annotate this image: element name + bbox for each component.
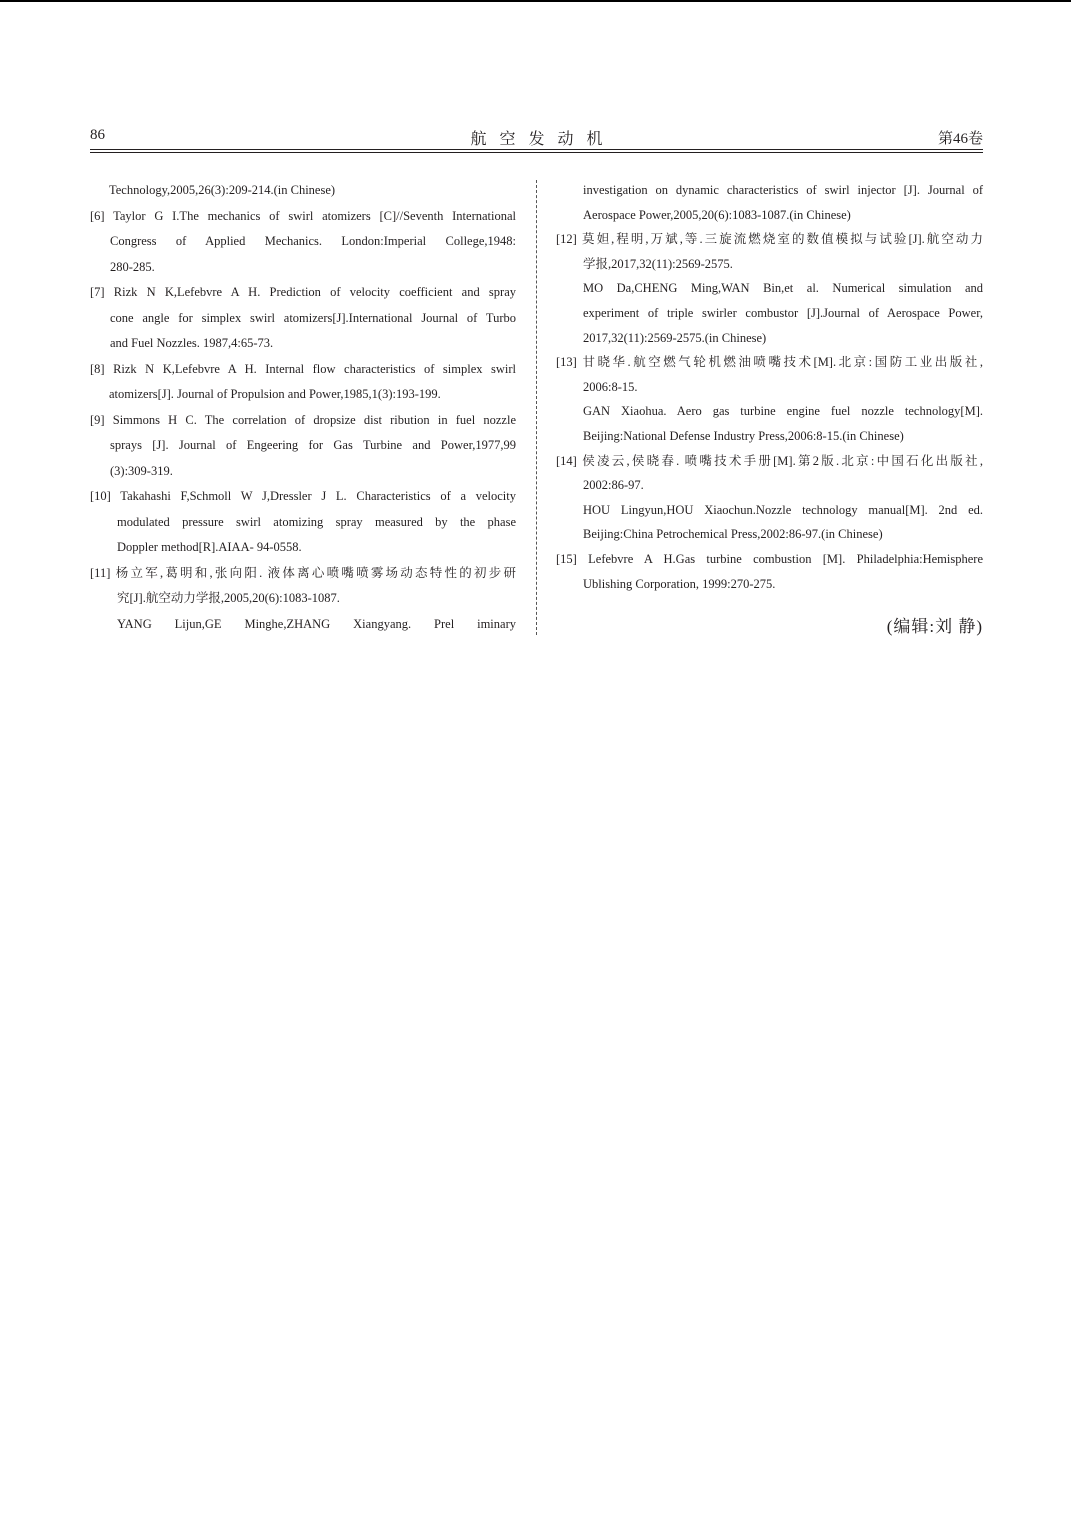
reference-12	[556, 227, 983, 350]
reference-7	[90, 280, 516, 357]
reference-line: 2017,32(11):2569-2575.(in Chinese)	[583, 330, 767, 345]
references-right-column	[556, 178, 983, 596]
reference-9	[90, 408, 516, 485]
references-left-column	[90, 178, 516, 637]
reference-line: experiment of triple swirler combustor [J].Journal of Aerospace Power,	[583, 305, 983, 320]
reference-line: Congress of Applied Mechanics. London:Imperial College,1948:	[110, 234, 516, 248]
reference-line: MO Da,CHENG Ming,WAN Bin,et al. Numerical simulation and	[583, 281, 983, 296]
reference-line: [10] Takahashi F,Schmoll W J,Dressler J L. Characteristics of a velocity	[90, 489, 516, 503]
reference-8	[90, 357, 516, 408]
reference-line: cone angle for simplex swirl atomizers[J].International Journal of Turbo	[110, 310, 516, 325]
reference-line: HOU Lingyun,HOU Xiaochun.Nozzle technology manual[M]. 2nd ed.	[583, 502, 983, 517]
reference-line: sprays [J]. Journal of Engeering for Gas Turbine and Power,1977,99	[110, 438, 516, 452]
reference-line: 280-285.	[110, 259, 155, 274]
page-number: 86	[90, 127, 105, 143]
reference-line: [13] 甘晓华.航空燃气轮机燃油喷嘴技术[M].北京:国防工业出版社,	[556, 355, 983, 370]
top-border-rule	[0, 0, 1071, 2]
reference-line: modulated pressure swirl atomizing spray measured by the phase	[117, 514, 516, 529]
reference-line: [11] 杨立军,葛明和,张向阳. 液体离心喷嘴喷雾场动态特性的初步研	[90, 565, 516, 580]
reference-line: (3):309-319.	[110, 463, 173, 478]
reference-line: and Fuel Nozzles. 1987,4:65-73.	[110, 336, 274, 350]
reference-line: [12] 莫妲,程明,万斌,等.三旋流燃烧室的数值模拟与试验[J].航空动力	[556, 232, 983, 247]
reference-line: 2006:8-15.	[583, 379, 638, 394]
reference-line: [14] 侯凌云,侯晓春. 喷嘴技术手册[M].第2版.北京:中国石化出版社,	[556, 453, 983, 468]
reference-11	[90, 561, 516, 638]
reference-14	[556, 449, 983, 547]
reference-13	[556, 350, 983, 448]
volume-label: 第46卷	[937, 131, 983, 147]
reference-line: [8] Rizk N K,Lefebvre A H. Internal flow characteristics of simplex swirl	[90, 361, 516, 376]
journal-title: 航空发动机	[470, 131, 616, 148]
editor-credit: (编辑:刘 静)	[886, 617, 983, 636]
reference-continuation	[90, 178, 516, 204]
reference-line: Ublishing Corporation, 1999:270-275.	[583, 576, 776, 591]
reference-line: [15] Lefebvre A H.Gas turbine combustion [M]. Philadelphia:Hemisphere	[556, 551, 983, 566]
reference-6	[90, 204, 516, 281]
reference-line: Beijing:National Defense Industry Press,2006:8-15.(in Chinese)	[583, 428, 904, 443]
column-divider	[536, 180, 537, 635]
reference-line: Technology,2005,26(3):209-214.(in Chinese)	[109, 183, 336, 197]
reference-line: [7] Rizk N K,Lefebvre A H. Prediction of velocity coefficient and spray	[90, 285, 516, 299]
reference-11-continued	[556, 178, 983, 227]
reference-line: Doppler method[R].AIAA- 94-0558.	[117, 540, 302, 554]
reference-line: GAN Xiaohua. Aero gas turbine engine fuel nozzle technology[M].	[583, 404, 983, 419]
reference-line: [6] Taylor G I.The mechanics of swirl atomizers [C]//Seventh International	[90, 208, 516, 223]
reference-line: Beijing:China Petrochemical Press,2002:86-97.(in Chinese)	[583, 527, 883, 542]
reference-line: Aerospace Power,2005,20(6):1083-1087.(in Chinese)	[583, 207, 851, 222]
reference-line: YANG Lijun,GE Minghe,ZHANG Xiangyang. Prel iminary	[117, 616, 516, 631]
reference-line: [9] Simmons H C. The correlation of dropsize dist ribution in fuel nozzle	[90, 412, 516, 427]
header-rule	[90, 152, 983, 153]
reference-line: 究[J].航空动力学报,2005,20(6):1083-1087.	[117, 591, 340, 605]
reference-line: 学报,2017,32(11):2569-2575.	[583, 256, 733, 271]
reference-10	[90, 484, 516, 561]
header-rule	[90, 149, 983, 150]
reference-15	[556, 547, 983, 596]
reference-line: investigation on dynamic characteristics of swirl injector [J]. Journal of	[583, 183, 983, 197]
reference-line: 2002:86-97.	[583, 478, 644, 493]
reference-line: atomizers[J]. Journal of Propulsion and Power,1985,1(3):193-199.	[109, 387, 441, 401]
